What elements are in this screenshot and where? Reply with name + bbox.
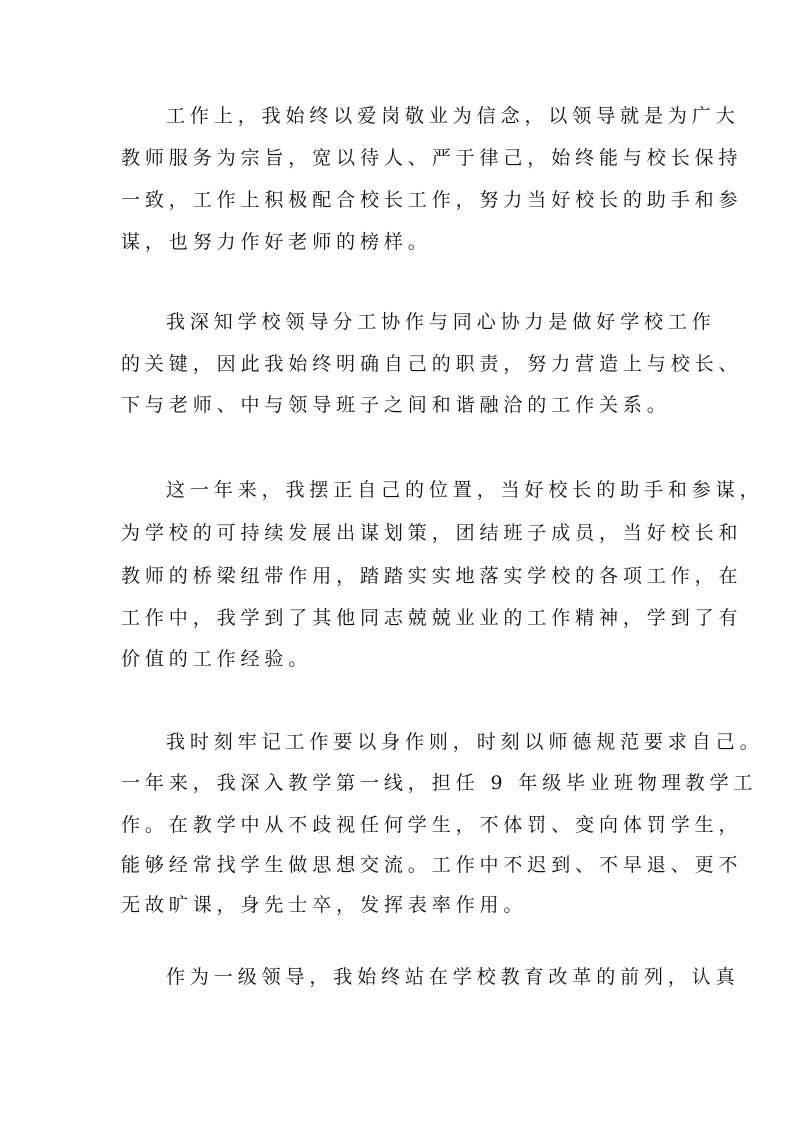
paragraph-line: 为学校的可持续发展出谋划策，团结班子成员，当好校长和 (121, 522, 743, 544)
paragraph-line: 工作上，我始终以爱岗敬业为信念，以领导就是为广大 (166, 105, 740, 127)
paragraph-line: 一年来，我深入教学第一线，担任 9 年级毕业班物理教学工 (121, 772, 758, 794)
paragraph-line: 作为一级领导，我始终站在学校教育改革的前列，认真 (166, 966, 740, 988)
paragraph-line: 无故旷课，身先士卒，发挥表率作用。 (121, 894, 528, 916)
paragraph-line: 我深知学校领导分工协作与同心协力是做好学校工作 (166, 311, 716, 333)
paragraph-line: 我时刻牢记工作要以身作则，时刻以师德规范要求自己。 (166, 731, 764, 753)
paragraph-line: 一致，工作上积极配合校长工作，努力当好校长的助手和参 (121, 189, 743, 211)
paragraph-line: 谋，也努力作好老师的榜样。 (121, 231, 432, 253)
paragraph-line: 的关键，因此我始终明确自己的职责，努力营造上与校长、 (121, 353, 743, 375)
paragraph-line: 教师的桥梁纽带作用，踏踏实实地落实学校的各项工作，在 (121, 565, 743, 587)
paragraph-line: 作。在教学中从不歧视任何学生，不体罚、变向体罚学生， (121, 814, 743, 836)
paragraph-line: 工作中，我学到了其他同志兢兢业业的工作精神，学到了有 (121, 607, 743, 629)
paragraph-line: 价值的工作经验。 (121, 648, 313, 670)
paragraph-line: 教师服务为宗旨，宽以待人、严于律己，始终能与校长保持 (121, 147, 743, 169)
paragraph-line: 这一年来，我摆正自己的位置，当好校长的助手和参谋， (166, 479, 764, 501)
paragraph-line: 下与老师、中与领导班子之间和谐融洽的工作关系。 (121, 394, 671, 416)
paragraph-line: 能够经常找学生做思想交流。工作中不迟到、不早退、更不 (121, 854, 743, 876)
